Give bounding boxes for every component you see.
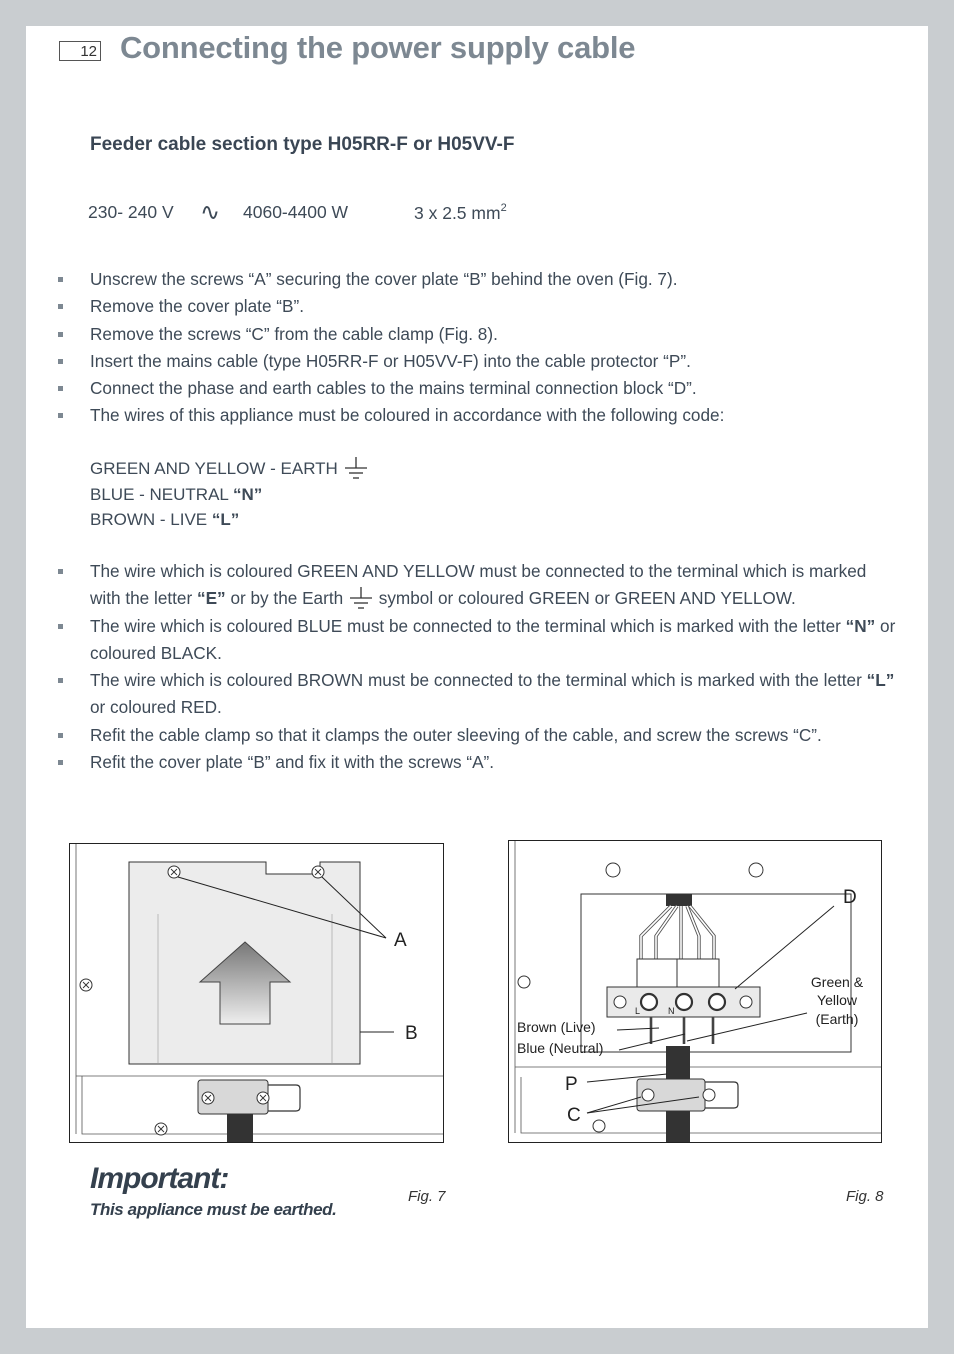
instruction-list-top — [56, 266, 896, 430]
earth-symbol-icon — [343, 456, 369, 482]
manual-page — [26, 26, 928, 1328]
list-item: Refit the cable clamp so that it clamps the outer sleeving of the cable, and screw the screws “C”. — [56, 722, 896, 749]
blue-rule-text-2: or coloured BLACK. — [90, 615, 896, 663]
terminal-n-label: N — [668, 1006, 675, 1016]
list-item: Remove the cover plate “B”. — [56, 293, 896, 320]
fig7-label-a: A — [394, 930, 407, 951]
live-code — [90, 507, 369, 532]
green-rule-text: The wire which is coloured GREEN AND YELLOW must be connected to the terminal which is marked with the letter — [90, 561, 867, 609]
page-title: Connecting the power supply cable — [120, 30, 636, 65]
section-value: 3 x 2.5 mm — [414, 203, 501, 223]
list-item: The wires of this appliance must be coloured in accordance with the following code: — [56, 402, 896, 429]
live-code-text: BROWN - LIVE — [90, 510, 208, 530]
list-item: Refit the cover plate “B” and fix it with the screws “A”. — [56, 749, 896, 776]
section-subtitle: Feeder cable section type H05RR-F or H05VV-F — [90, 134, 515, 155]
important-heading: Important: — [90, 1162, 229, 1195]
list-item — [56, 613, 896, 668]
wire-colour-codes — [90, 456, 369, 533]
brown-rule-text: The wire which is coloured BROWN must be connected to the terminal which is marked with the letter — [90, 670, 862, 691]
blue-rule-text: The wire which is coloured BLUE must be connected to the terminal which is marked with the letter — [90, 615, 841, 636]
live-letter: “L” — [211, 510, 240, 530]
neutral-letter: “N” — [232, 485, 263, 504]
green-rule-text-3: symbol or coloured GREEN or GREEN AND YELLOW. — [378, 588, 796, 609]
ac-symbol-icon: ∿ — [200, 199, 221, 226]
earth-code-text: GREEN AND YELLOW - EARTH — [90, 459, 338, 478]
section-superscript: 2 — [500, 202, 507, 214]
page-number: 12 — [59, 41, 101, 61]
neutral-code — [90, 482, 369, 507]
list-item: Insert the mains cable (type H05RR-F or H05VV-F) into the cable protector “P”. — [56, 348, 896, 375]
blue-rule-letter: “N” — [845, 615, 876, 636]
green-rule-text-2: or by the Earth — [230, 588, 344, 609]
list-item: Connect the phase and earth cables to the mains terminal connection block “D”. — [56, 375, 896, 402]
voltage-spec: 230- 240 V — [88, 202, 174, 222]
figure-7-caption: Fig. 7 — [408, 1188, 446, 1205]
figure-8-diagram — [508, 840, 882, 1143]
power-spec: 4060-4400 W — [243, 202, 349, 222]
list-item: Remove the screws “C” from the cable clamp (Fig. 8). — [56, 321, 896, 348]
section-spec — [414, 202, 507, 224]
fig8-label-c: C — [567, 1105, 581, 1126]
list-item — [56, 667, 896, 722]
fig8-green-label-2: Yellow — [817, 992, 857, 1008]
figure-7-diagram — [69, 843, 444, 1143]
list-item: Unscrew the screws “A” securing the cover plate “B” behind the oven (Fig. 7). — [56, 266, 896, 293]
green-rule-letter: “E” — [197, 588, 226, 609]
fig8-label-d: D — [843, 887, 857, 908]
list-item — [56, 558, 896, 613]
important-text: This appliance must be earthed. — [90, 1200, 337, 1219]
earth-code — [90, 456, 369, 482]
terminal-l-label: L — [635, 1006, 641, 1016]
fig8-green-label-3: (Earth) — [815, 1011, 859, 1027]
earth-symbol-icon — [348, 586, 374, 612]
neutral-code-text: BLUE - NEUTRAL — [90, 485, 229, 504]
instruction-list-bottom — [56, 558, 896, 776]
brown-rule-letter: “L” — [866, 670, 895, 691]
figure-8-caption: Fig. 8 — [846, 1188, 884, 1205]
fig8-label-p: P — [565, 1074, 578, 1095]
fig7-label-b: B — [405, 1023, 418, 1044]
brown-rule-text-2: or coloured RED. — [90, 697, 222, 718]
fig8-blue-label: Blue (Neutral) — [517, 1040, 604, 1056]
fig8-green-label-1: Green & — [810, 974, 864, 990]
fig8-brown-label: Brown (Live) — [517, 1019, 596, 1035]
